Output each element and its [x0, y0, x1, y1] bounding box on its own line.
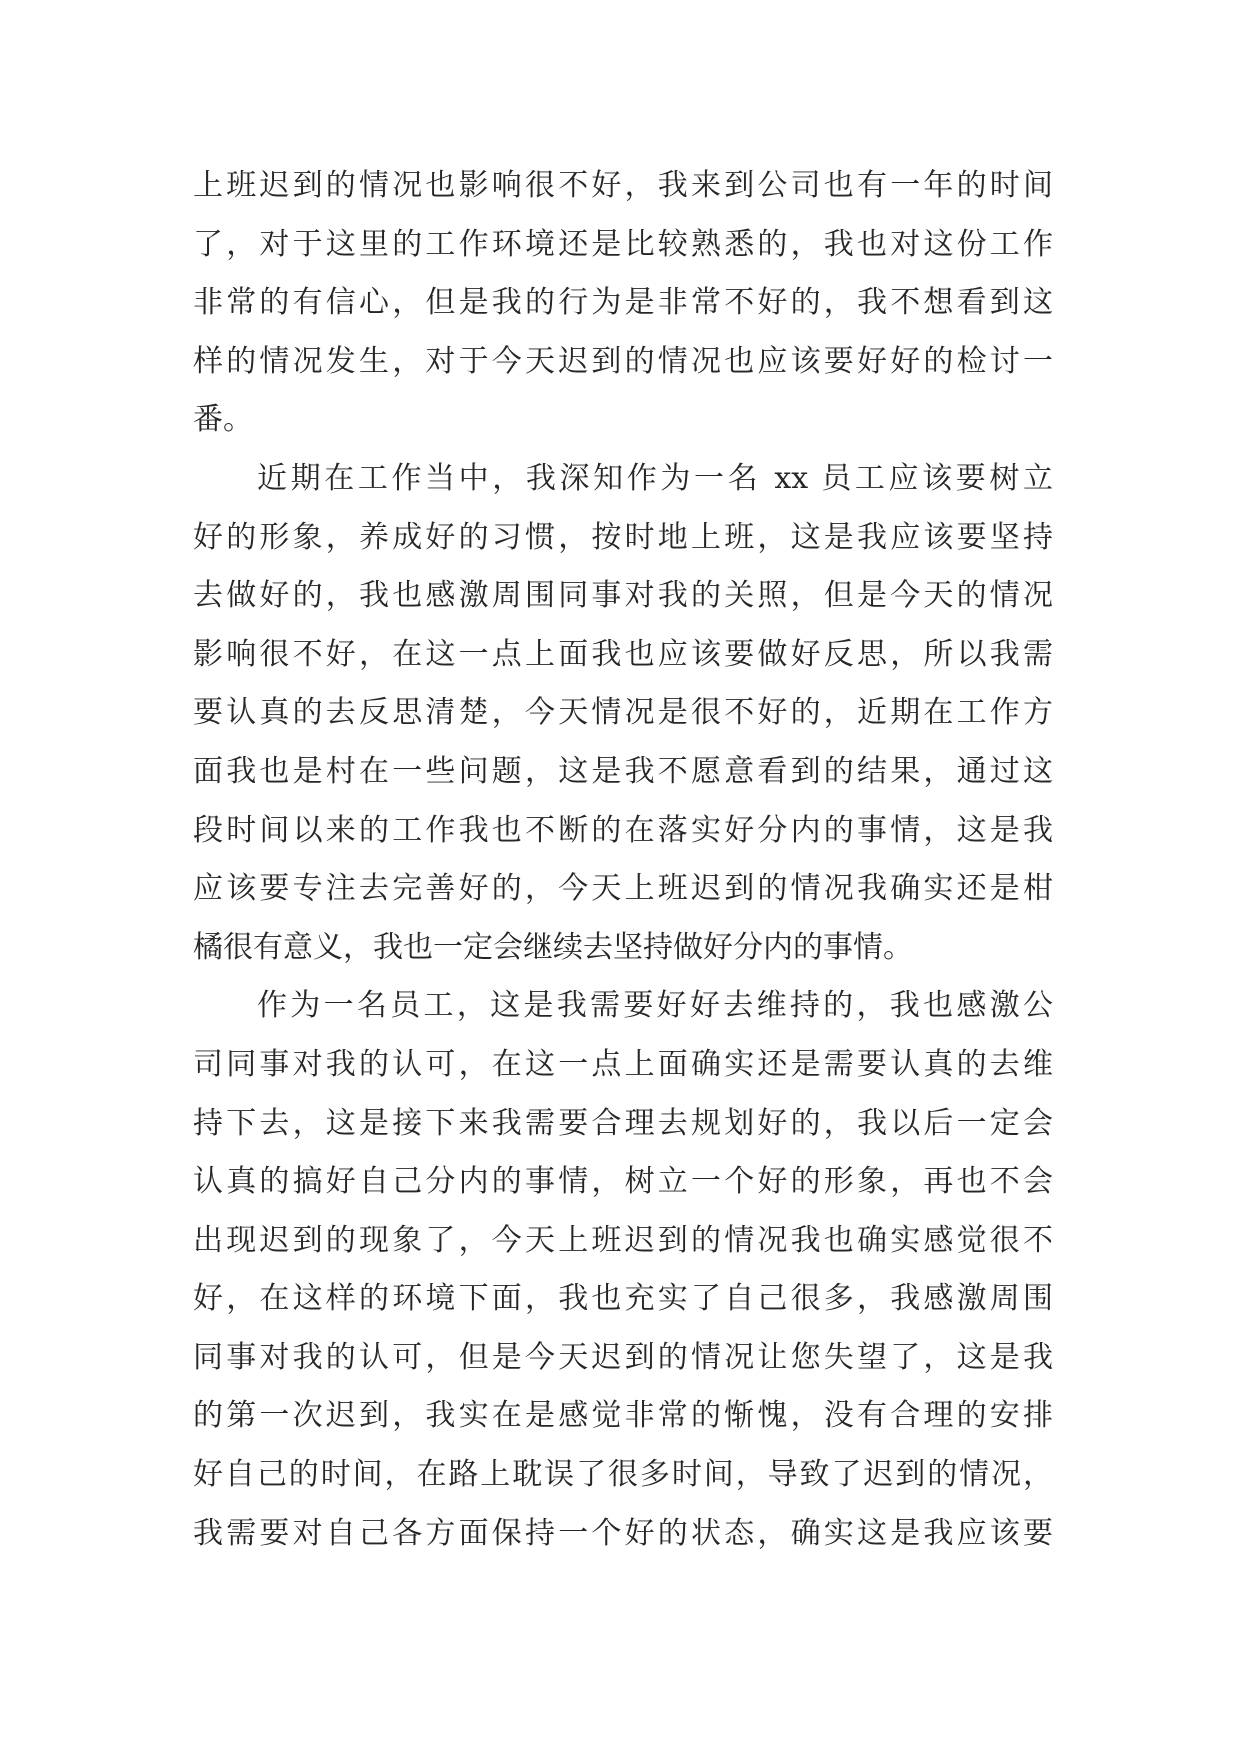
body-text — [193, 157, 1053, 1563]
text-line: 认真的搞好自己分内的事情，树立一个好的形象，再也不会 — [193, 1164, 1053, 1200]
text-line: 出现迟到的现象了，今天上班迟到的情况我也确实感觉很不 — [193, 1222, 1053, 1258]
text-line: 非常的有信心，但是我的行为是非常不好的，我不想看到这 — [193, 285, 1053, 321]
text-line: 段时间以来的工作我也不断的在落实好分内的事情，这是我 — [193, 812, 1053, 848]
text-line: 去做好的，我也感激周围同事对我的关照，但是今天的情况 — [193, 578, 1053, 614]
text-line: 橘很有意义，我也一定会继续去坚持做好分内的事情。 — [193, 929, 913, 965]
text-line: 好自己的时间，在路上耽误了很多时间，导致了迟到的情况， — [193, 1457, 1053, 1493]
text-line: 司同事对我的认可，在这一点上面确实还是需要认真的去维 — [193, 1046, 1053, 1082]
text-line: 同事对我的认可，但是今天迟到的情况让您失望了，这是我 — [193, 1339, 1053, 1375]
text-line: 作为一名员工，这是我需要好好去维持的，我也感激公 — [257, 988, 1053, 1024]
text-line: 我需要对自己各方面保持一个好的状态，确实这是我应该要 — [193, 1515, 1053, 1551]
text-line: 番。 — [193, 402, 253, 438]
text-line: 应该要专注去完善好的，今天上班迟到的情况我确实还是柑 — [193, 871, 1053, 907]
text-line: 面我也是村在一些问题，这是我不愿意看到的结果，通过这 — [193, 753, 1053, 789]
text-line: 样的情况发生，对于今天迟到的情况也应该要好好的检讨一 — [193, 343, 1053, 379]
text-line: 的第一次迟到，我实在是感觉非常的惭愧，没有合理的安排 — [193, 1398, 1053, 1434]
text-line: 近期在工作当中，我深知作为一名 xx 员工应该要树立 — [257, 460, 1053, 496]
text-line: 了，对于这里的工作环境还是比较熟悉的，我也对这份工作 — [193, 226, 1053, 262]
text-line: 好，在这样的环境下面，我也充实了自己很多，我感激周围 — [193, 1281, 1053, 1317]
text-line: 要认真的去反思清楚，今天情况是很不好的，近期在工作方 — [193, 695, 1053, 731]
text-line: 影响很不好，在这一点上面我也应该要做好反思，所以我需 — [193, 636, 1053, 672]
text-line: 上班迟到的情况也影响很不好，我来到公司也有一年的时间 — [193, 168, 1053, 203]
text-line: 好的形象，养成好的习惯，按时地上班，这是我应该要坚持 — [193, 519, 1053, 555]
text-line: 持下去，这是接下来我需要合理去规划好的，我以后一定会 — [193, 1105, 1053, 1141]
